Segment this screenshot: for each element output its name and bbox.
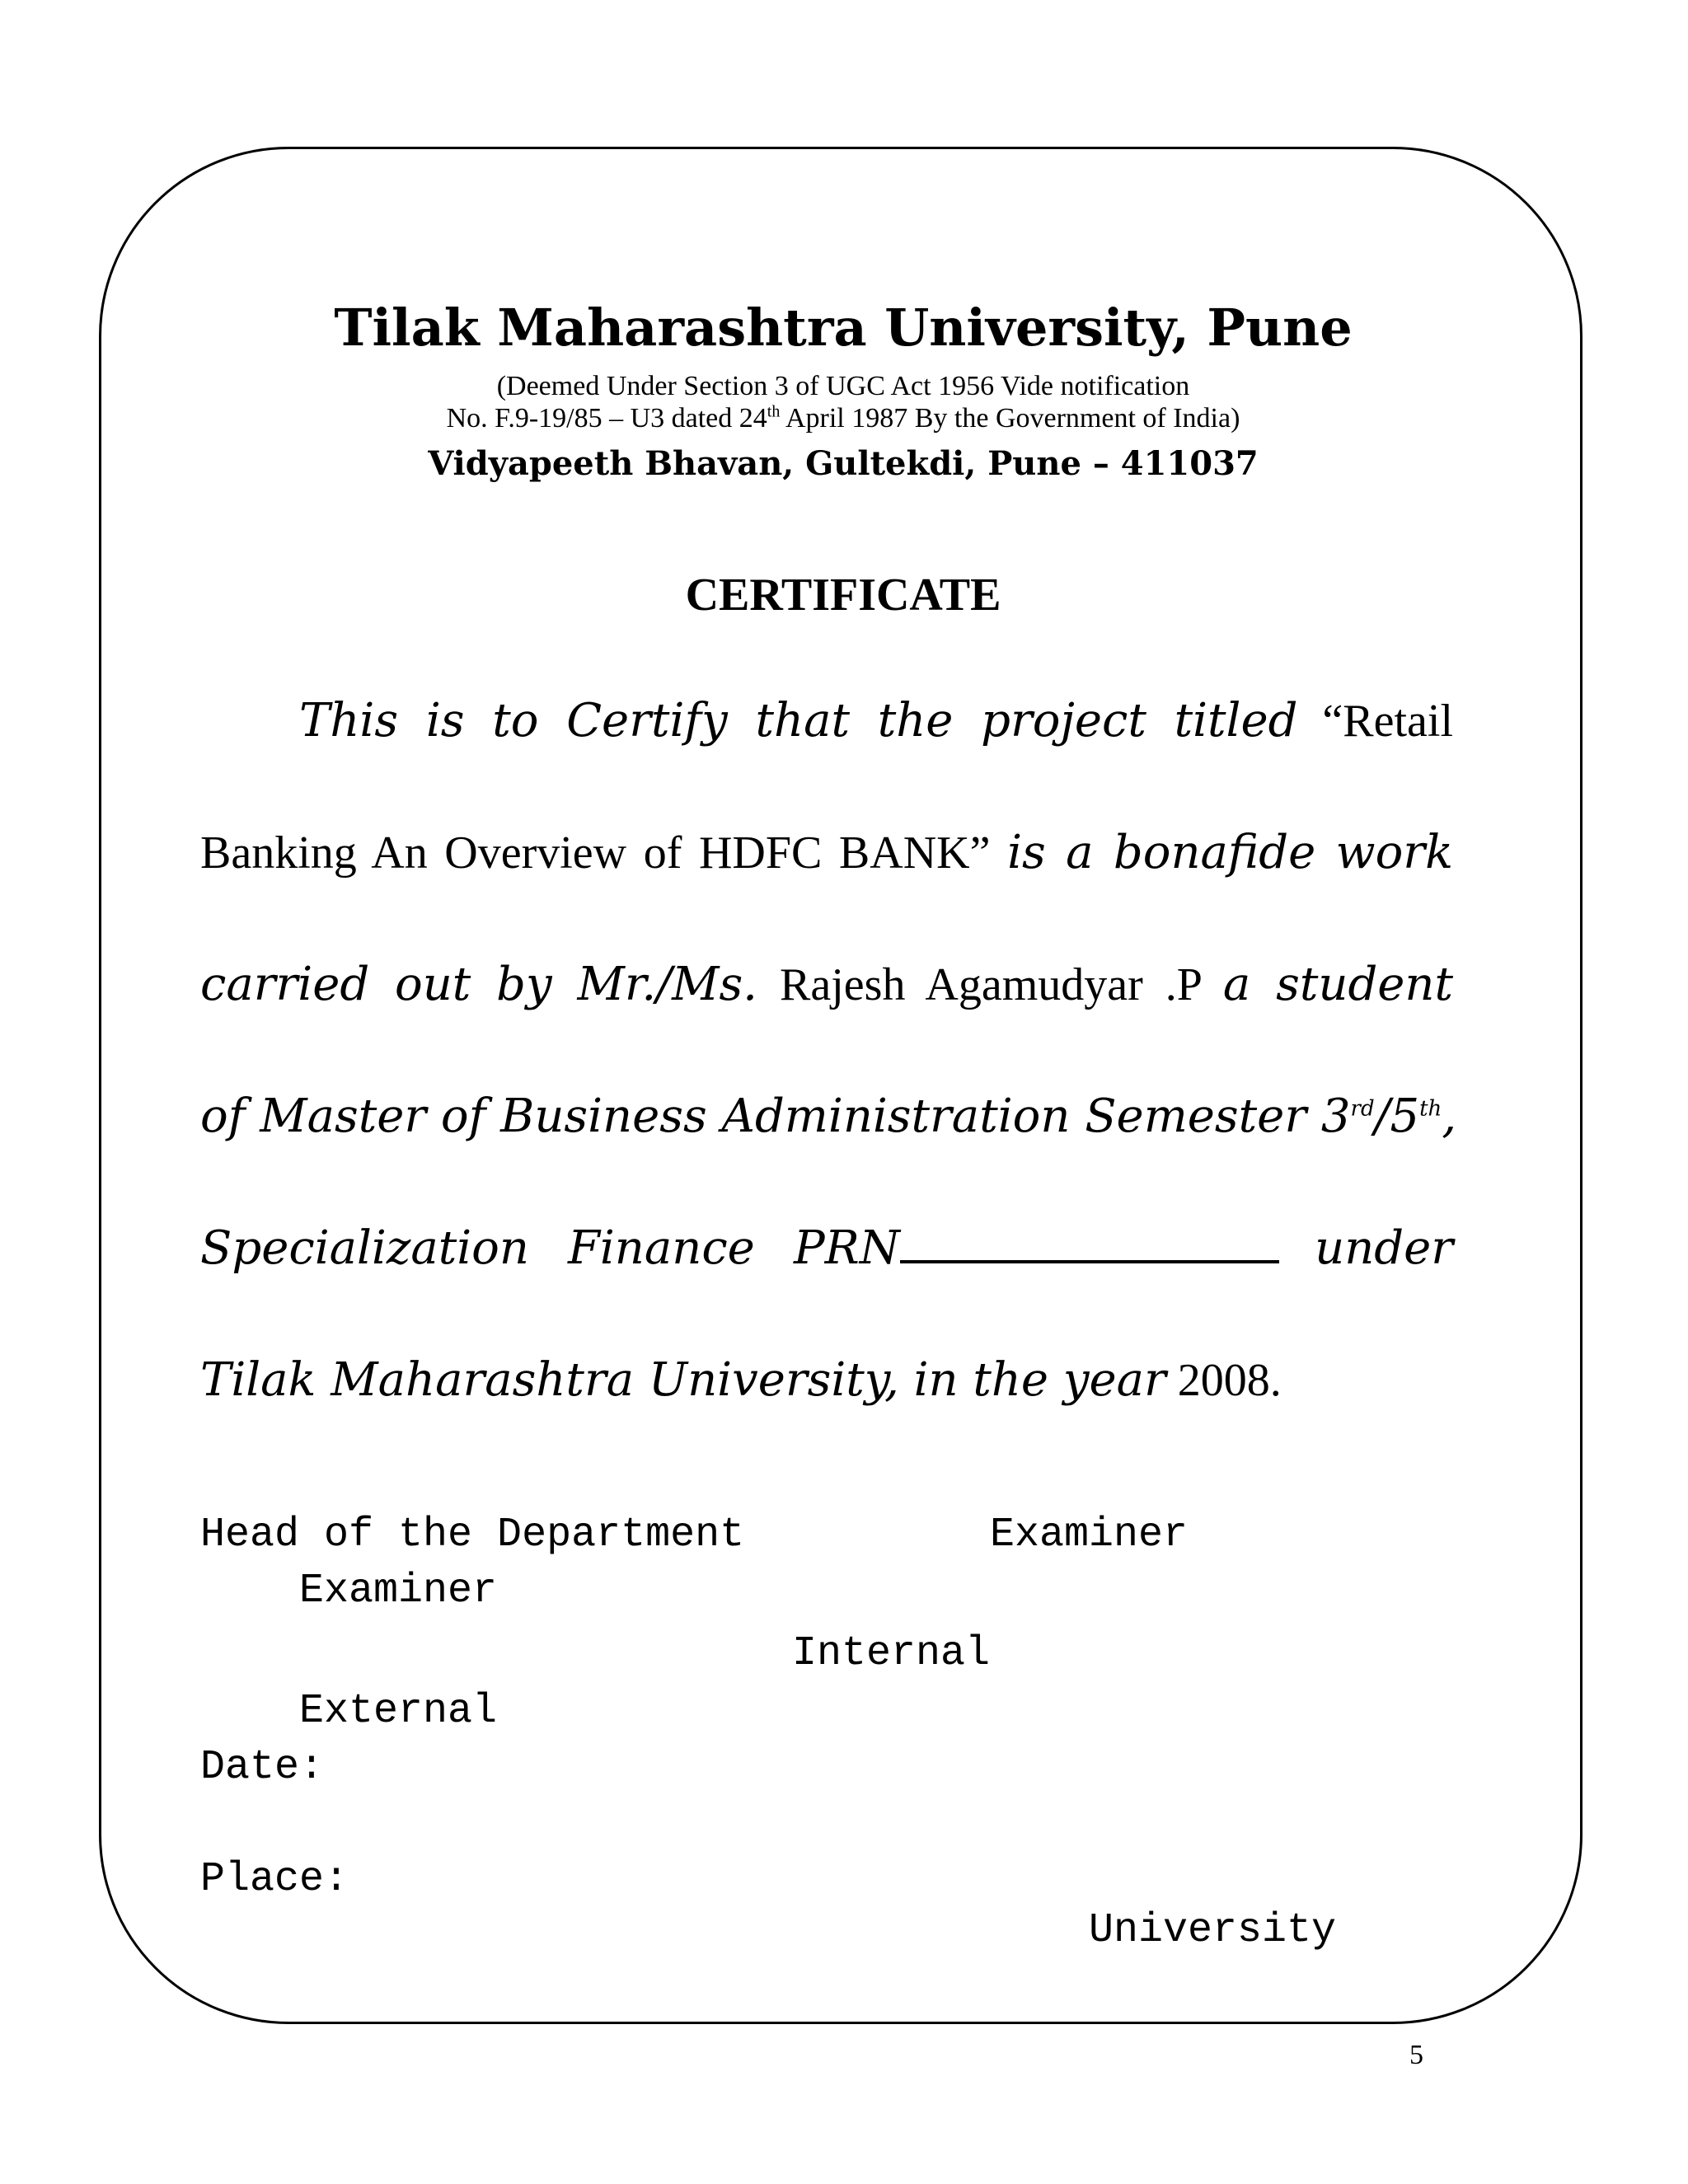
- certificate-year: 2008.: [1177, 1355, 1282, 1406]
- line-6-script: Tilak Maharashtra University, in the year: [200, 1353, 1166, 1407]
- examiner-label-1: Examiner: [990, 1511, 1189, 1558]
- university-address: Vidyapeeth Bhavan, Gultekdi, Pune – 411037: [428, 444, 1259, 483]
- deemed-line-2-a: No. F.9-19/85 – U3 dated 24: [446, 403, 767, 434]
- deemed-line-1: (Deemed Under Section 3 of UGC Act 1956 Vide notification: [496, 371, 1190, 401]
- line-4-sup-2: th: [1419, 1096, 1442, 1122]
- certificate-line-4: [200, 1089, 1457, 1145]
- line-2-script: is a bonafide work: [1007, 826, 1454, 879]
- line-4-sup-1: rd: [1350, 1096, 1375, 1122]
- university-title: Tilak Maharashtra University, Pune: [334, 298, 1353, 358]
- certificate-heading: CERTIFICATE: [685, 569, 1001, 621]
- date-label: Date:: [200, 1744, 325, 1791]
- line-5-script-a: Specialization Finance PRN: [200, 1221, 900, 1275]
- project-title-end: Banking An Overview of HDFC BANK”: [200, 827, 991, 879]
- certificate-line-2: [200, 825, 1453, 881]
- certificate-line-6: [200, 1352, 1453, 1408]
- line-1-script: This is to Certify that the project titled: [299, 694, 1298, 748]
- external-label: External: [299, 1688, 498, 1735]
- line-5-script-b: under: [1315, 1221, 1454, 1275]
- place-label: Place:: [200, 1856, 349, 1903]
- student-name: Rajesh Agamudyar .P: [780, 959, 1201, 1010]
- project-title-start: “Retail: [1322, 696, 1454, 747]
- line-4-end: ,: [1442, 1090, 1457, 1143]
- prn-blank-line: [900, 1224, 1279, 1263]
- deemed-line-2: [101, 402, 1582, 434]
- line-4-mid: /5: [1374, 1090, 1420, 1143]
- line-4-script: [200, 1090, 1456, 1143]
- line-4-text: of Master of Business Administration Semester 3: [200, 1090, 1351, 1143]
- internal-label: Internal: [792, 1630, 991, 1677]
- deemed-line-2-b: April 1987 By the Government of India): [780, 403, 1240, 434]
- line-3-script-a: carried out by Mr./Ms.: [200, 958, 757, 1011]
- deemed-line-2-sup: th: [767, 402, 781, 421]
- certificate-line-5: [200, 1221, 1453, 1277]
- head-of-department-label: Head of the Department: [200, 1511, 745, 1558]
- line-3-script-b: a student: [1222, 958, 1453, 1011]
- page-number: 5: [1409, 2040, 1423, 2070]
- deemed-notice: [101, 370, 1582, 434]
- certificate-line-1: [200, 693, 1453, 749]
- certificate-border: [99, 147, 1582, 2024]
- examiner-label-2: Examiner: [299, 1568, 498, 1615]
- certificate-line-3: [200, 957, 1453, 1013]
- university-label: University: [1089, 1907, 1337, 1954]
